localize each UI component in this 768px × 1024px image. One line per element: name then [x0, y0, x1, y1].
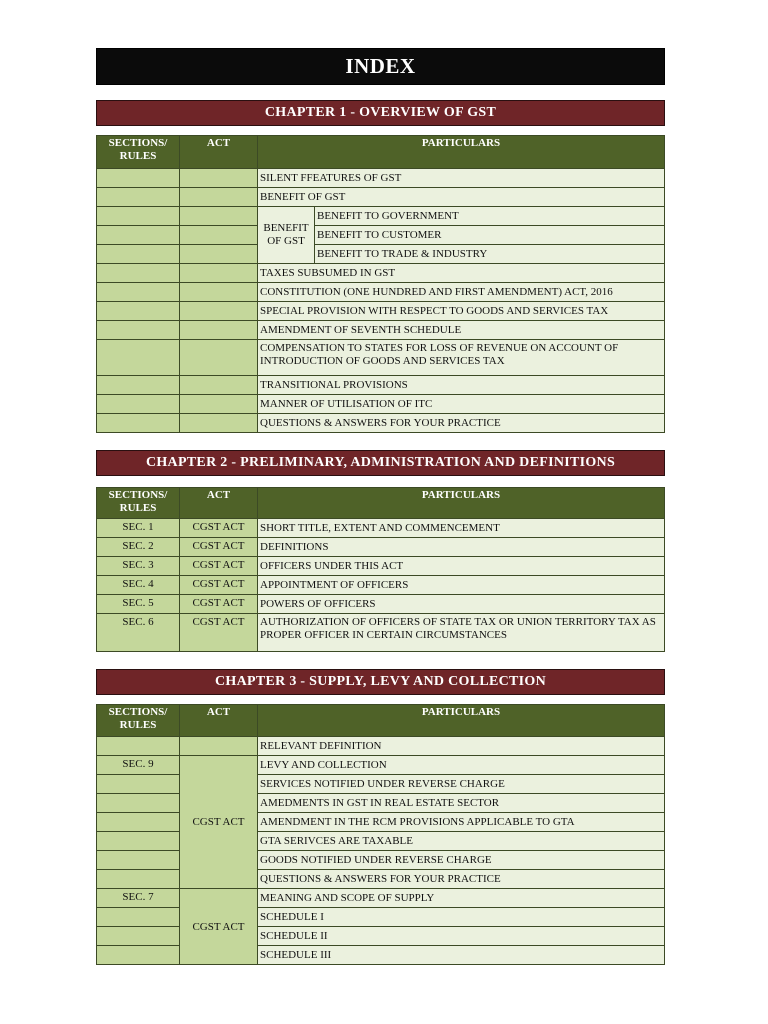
particular-cell: SCHEDULE I: [258, 908, 665, 927]
table-row: [97, 302, 665, 321]
particular-cell: SCHEDULE II: [258, 927, 665, 946]
particular-cell: RELEVANT DEFINITION: [258, 737, 665, 756]
particular-cell: LEVY AND COLLECTION: [258, 756, 665, 775]
table-row: [97, 557, 665, 576]
act-cell: CGST ACT: [180, 538, 258, 557]
index-title: INDEX: [96, 48, 665, 85]
section-cell: [97, 264, 180, 283]
section-cell: SEC. 4: [97, 576, 180, 595]
section-cell: [97, 207, 180, 226]
header-particulars: PARTICULARS: [258, 488, 665, 519]
act-cell: CGST ACT: [180, 576, 258, 595]
index-page: [96, 48, 665, 965]
header-act: ACT: [180, 136, 258, 169]
section-cell: SEC. 3: [97, 557, 180, 576]
particular-cell: QUESTIONS & ANSWERS FOR YOUR PRACTICE: [258, 870, 665, 889]
table-row: [97, 519, 665, 538]
particular-cell: SILENT FFEATURES OF GST: [258, 169, 665, 188]
table-header-row: [97, 136, 665, 169]
section-cell: [97, 376, 180, 395]
section-cell: [97, 321, 180, 340]
benefit-group-label: BENEFIT OF GST: [258, 207, 315, 264]
section-cell: [97, 245, 180, 264]
act-cell: [180, 737, 258, 756]
section-cell: [97, 832, 180, 851]
section-cell: [97, 946, 180, 965]
section-cell: [97, 851, 180, 870]
table-row: [97, 283, 665, 302]
table-row: [97, 756, 665, 775]
particular-cell: BENEFIT TO CUSTOMER: [315, 226, 665, 245]
table-row: [97, 207, 665, 226]
table-header-row: [97, 488, 665, 519]
table-row: [97, 737, 665, 756]
particular-cell: POWERS OF OFFICERS: [258, 595, 665, 614]
table-row: [97, 538, 665, 557]
table-row: [97, 595, 665, 614]
section-cell: [97, 395, 180, 414]
act-cell: [180, 226, 258, 245]
particular-cell: SPECIAL PROVISION WITH RESPECT TO GOODS AND SERVICES TAX: [258, 302, 665, 321]
table-header-row: [97, 705, 665, 737]
section-cell: [97, 737, 180, 756]
particular-cell: APPOINTMENT OF OFFICERS: [258, 576, 665, 595]
table-row: [97, 321, 665, 340]
table-row: [97, 889, 665, 908]
chapter-1-title: CHAPTER 1 - OVERVIEW OF GST: [96, 100, 665, 126]
section-cell: SEC. 6: [97, 614, 180, 652]
particular-cell: AMEDMENTS IN GST IN REAL ESTATE SECTOR: [258, 794, 665, 813]
chapter-2-title: CHAPTER 2 - PRELIMINARY, ADMINISTRATION AND DEFINITIONS: [96, 450, 665, 476]
section-cell: [97, 908, 180, 927]
section-cell: [97, 813, 180, 832]
particular-cell: AUTHORIZATION OF OFFICERS OF STATE TAX OR UNION TERRITORY TAX AS PROPER OFFICER IN CERTAIN CIRCUMSTANCES: [258, 614, 665, 652]
section-cell: [97, 169, 180, 188]
act-cell: [180, 321, 258, 340]
act-group-cell: CGST ACT: [180, 756, 258, 889]
section-cell: [97, 302, 180, 321]
act-cell: [180, 376, 258, 395]
act-group-cell: CGST ACT: [180, 889, 258, 965]
table-row: [97, 188, 665, 207]
header-particulars: PARTICULARS: [258, 136, 665, 169]
header-sections: SECTIONS/ RULES: [97, 705, 180, 737]
section-cell: [97, 283, 180, 302]
table-row: [97, 376, 665, 395]
table-row: [97, 414, 665, 433]
act-cell: CGST ACT: [180, 614, 258, 652]
act-cell: CGST ACT: [180, 557, 258, 576]
chapter-3-table: [96, 704, 665, 965]
particular-cell: BENEFIT TO TRADE & INDUSTRY: [315, 245, 665, 264]
particular-cell: MEANING AND SCOPE OF SUPPLY: [258, 889, 665, 908]
section-cell: SEC. 1: [97, 519, 180, 538]
act-cell: [180, 207, 258, 226]
act-cell: CGST ACT: [180, 595, 258, 614]
table-row: [97, 340, 665, 376]
section-cell: [97, 870, 180, 889]
particular-cell: QUESTIONS & ANSWERS FOR YOUR PRACTICE: [258, 414, 665, 433]
particular-cell: SHORT TITLE, EXTENT AND COMMENCEMENT: [258, 519, 665, 538]
particular-cell: AMENDMENT OF SEVENTH SCHEDULE: [258, 321, 665, 340]
table-row: [97, 576, 665, 595]
act-cell: [180, 264, 258, 283]
section-cell: [97, 340, 180, 376]
chapter-1-table: [96, 135, 665, 433]
section-cell: [97, 775, 180, 794]
particular-cell: TAXES SUBSUMED IN GST: [258, 264, 665, 283]
section-cell: SEC. 5: [97, 595, 180, 614]
particular-cell: MANNER OF UTILISATION OF ITC: [258, 395, 665, 414]
table-row: [97, 264, 665, 283]
header-act: ACT: [180, 705, 258, 737]
section-cell: [97, 414, 180, 433]
header-act: ACT: [180, 488, 258, 519]
header-particulars: PARTICULARS: [258, 705, 665, 737]
particular-cell: CONSTITUTION (ONE HUNDRED AND FIRST AMENDMENT) ACT, 2016: [258, 283, 665, 302]
section-cell: SEC. 2: [97, 538, 180, 557]
section-cell: [97, 188, 180, 207]
particular-cell: BENEFIT TO GOVERNMENT: [315, 207, 665, 226]
table-row: [97, 395, 665, 414]
particular-cell: GOODS NOTIFIED UNDER REVERSE CHARGE: [258, 851, 665, 870]
act-cell: [180, 169, 258, 188]
act-cell: [180, 395, 258, 414]
act-cell: CGST ACT: [180, 519, 258, 538]
table-row: [97, 226, 665, 245]
particular-cell: GTA SERIVCES ARE TAXABLE: [258, 832, 665, 851]
act-cell: [180, 302, 258, 321]
section-cell: [97, 226, 180, 245]
section-cell: [97, 794, 180, 813]
particular-cell: SCHEDULE III: [258, 946, 665, 965]
header-sections: SECTIONS/ RULES: [97, 136, 180, 169]
table-row: [97, 614, 665, 652]
particular-cell: TRANSITIONAL PROVISIONS: [258, 376, 665, 395]
chapter-2-table: [96, 487, 665, 652]
act-cell: [180, 245, 258, 264]
act-cell: [180, 340, 258, 376]
particular-cell: BENEFIT OF GST: [258, 188, 665, 207]
particular-cell: OFFICERS UNDER THIS ACT: [258, 557, 665, 576]
act-cell: [180, 188, 258, 207]
header-sections: SECTIONS/ RULES: [97, 488, 180, 519]
act-cell: [180, 414, 258, 433]
table-row: [97, 245, 665, 264]
chapter-3-title: CHAPTER 3 - SUPPLY, LEVY AND COLLECTION: [96, 669, 665, 695]
section-cell: [97, 927, 180, 946]
particular-cell: COMPENSATION TO STATES FOR LOSS OF REVENUE ON ACCOUNT OF INTRODUCTION OF GOODS AND SERVICES TAX: [258, 340, 665, 376]
section-cell: SEC. 9: [97, 756, 180, 775]
act-cell: [180, 283, 258, 302]
particular-cell: AMENDMENT IN THE RCM PROVISIONS APPLICABLE TO GTA: [258, 813, 665, 832]
table-row: [97, 169, 665, 188]
particular-cell: SERVICES NOTIFIED UNDER REVERSE CHARGE: [258, 775, 665, 794]
particular-cell: DEFINITIONS: [258, 538, 665, 557]
section-cell: SEC. 7: [97, 889, 180, 908]
